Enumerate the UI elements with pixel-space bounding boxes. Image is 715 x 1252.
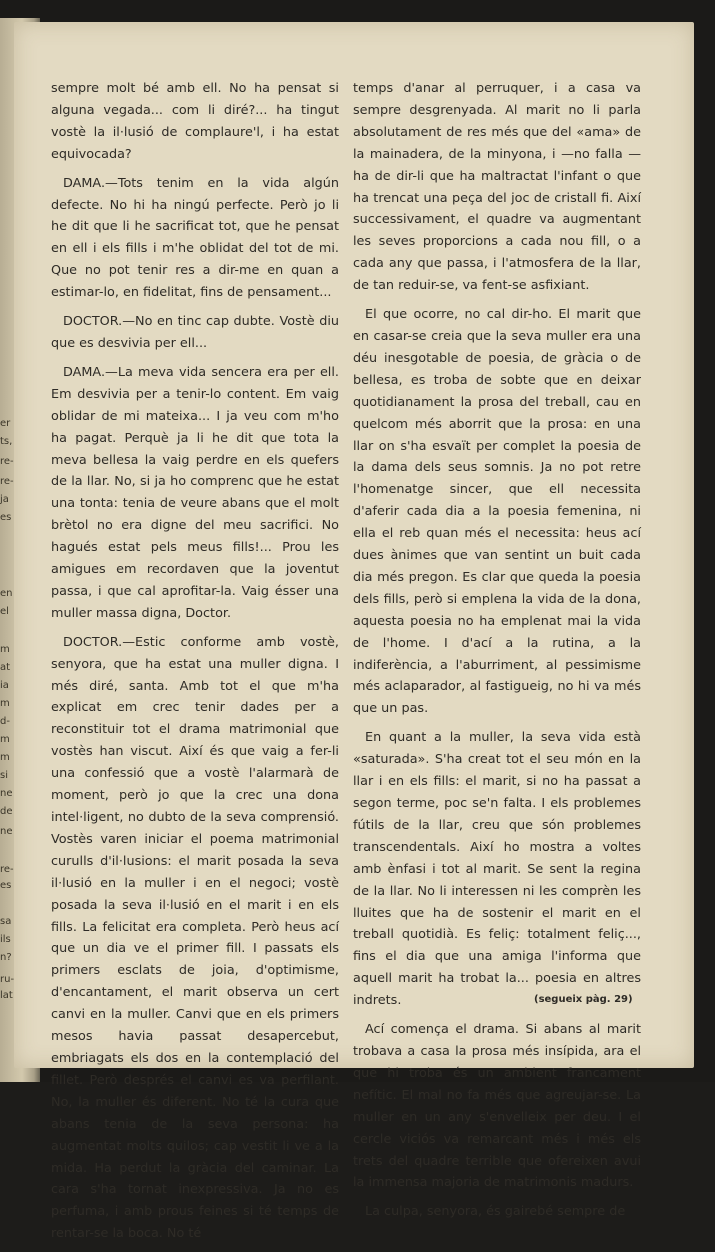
- paragraph: DOCTOR.—Estic conforme amb vostè, senyora, que ha estat una muller digna. I més diré, santa. Amb tot el que m'ha explicat em crec tenir dades per a reconstituir tot el drama matrimonial que vostès han viscut. Així és que vaig a fer-li una confessió que a vostè l'alarmarà de moment, però jo que la crec una dona intel·ligent, no dubto de la seva comprensió. Vostès varen iniciar el poema matrimonial curulls d'il·lusions: el marit posada la seva il·lusió en la muller i en el negoci; vostè posada la seva il·lusió en el marit i en els fills. La felicitat era completa. Però heus ací que un dia ve el primer fill. I passats els primers esclats de joia, d'optimisme, d'encantament, el marit observa un cert canvi en la muller. Canvi que en els primers mesos havia passat desapercebut, embriagats els dos en la contemplació del fillet. Però després el canvi es va perfilant. No, la muller és diferent. No té la cura que abans tenia de la seva persona: ha augmentat molts quilos; cap vestit li ve a la mida. Ha perdut la gràcia del caminar. La cara s'ha tornat inexpressiva. Ja no es perfuma, i amb prous feines si té temps de rentar-se la boca. No té: [51, 634, 339, 1242]
- prev-page-text-fragment: m: [0, 752, 10, 763]
- paragraph: DOCTOR.—No en tinc cap dubte. Vostè diu que es desvivia per ell...: [51, 314, 339, 351]
- prev-page-text-fragment: ia: [0, 680, 9, 691]
- paragraph: temps d'anar al perruquer, i a casa va sempre desgrenyada. Al marit no li parla absolutament de res més que del «ama» de la mainadera, de la minyona, i —no falla —ha de dir-li que ha maltractat l'infant o que ha trencat una peça del joc de cristall fi. Així successivament, el quadre va augmentant les seves proporcions a cada nou fill, o a cada any que passa, i l'atmosfera de la llar, de tan reduir-se, va fent-se asfixiant.: [353, 81, 641, 294]
- paragraph: En quant a la muller, la seva vida està «saturada». S'ha creat tot el seu món en la llar i en els fills: el marit, si no ha passat a segon terme, poc se'n falta. I els problemes fútils de la llar, creu que són problemes transcendentals. Així ho mostra a voltes amb ènfasi i tot al marit. Se sent la regina de la llar. No li interessen ni les comprèn les lluites que ha de sostenir el marit en el treball quotidià. Es feliç: totalment feliç..., fins el dia que una amiga l'informa que aquell marit ha trobat la... poesia en altres indrets.: [353, 730, 641, 1009]
- prev-page-text-fragment: m: [0, 734, 10, 745]
- prev-page-text-fragment: ts,: [0, 436, 13, 447]
- paragraph: DAMA.—Tots tenim en la vida algún defecte. No hi ha ningú perfecte. Però jo li he dit que li he sacrificat tot, que he pensat en ell i els fills i m'he oblidat del tot de mi. Que no pot tenir res a dir-me en quan a estimar-lo, en fidelitat, fins de pensament...: [51, 175, 339, 301]
- prev-page-text-fragment: at: [0, 662, 11, 673]
- text-column-right: [353, 78, 641, 1230]
- text-column-left: [51, 78, 339, 1252]
- prev-page-text-fragment: es: [0, 880, 12, 891]
- prev-page-text-fragment: ru-: [0, 974, 15, 985]
- prev-page-text-fragment: re-: [0, 456, 14, 467]
- prev-page-text-fragment: ils: [0, 934, 11, 945]
- prev-page-text-fragment: m: [0, 644, 10, 655]
- prev-page-text-fragment: en: [0, 588, 13, 599]
- prev-page-text-fragment: n?: [0, 952, 12, 963]
- prev-page-text-fragment: m: [0, 698, 10, 709]
- paragraph: DAMA.—La meva vida sencera era per ell. Em desvivia per a tenir-lo content. Em vaig oblidar de mi mateixa... I ja veu com m'ho ha pagat. Perquè ja li he dit que tota la meva bellesa la vaig perdre en els quefers de la llar. No, si ja ho comprenc que he estat una tonta: tenia de veure abans que el molt brètol no era digne del meu sacrifici. No hagués estat pels meus fills!... Prou les amigues em recordaven que la joventut passa, i que cal aprofitar-la. Vaig ésser una muller massa digna, Doctor.: [51, 364, 339, 621]
- magazine-page: [14, 22, 694, 1242]
- continuation-note: (segueix pàg. 29): [534, 994, 633, 1005]
- paragraph: Ací comença el drama. Si abans al marit trobava a casa la prosa més insípida, ara el que hi troba és un ambient francament nefític. El mal no fa més que agreujar-se. La muller en un any s'envelleix per deu. I el cercle viciós va remarcant més i més els trets del quadre terrible que ofereixen avui la immensa majoria de matrimonis madurs.: [353, 1022, 641, 1191]
- prev-page-text-fragment: re-: [0, 864, 14, 875]
- paragraph: La culpa, senyora, és gairebé sempre de: [365, 1204, 626, 1220]
- prev-page-text-fragment: lat: [0, 990, 13, 1001]
- prev-page-text-fragment: es: [0, 512, 12, 523]
- prev-page-text-fragment: sa: [0, 916, 12, 927]
- prev-page-text-fragment: re-: [0, 476, 14, 487]
- prev-page-text-fragment: si: [0, 770, 8, 781]
- paragraph: sempre molt bé amb ell. No ha pensat si alguna vegada... com li diré?... ha tingut vostè la il·lusió de complaure'l, i ha estat equivocada?: [51, 81, 339, 162]
- prev-page-text-fragment: el: [0, 606, 9, 617]
- prev-page-text-fragment: d-: [0, 716, 10, 727]
- prev-page-text-fragment: de: [0, 806, 13, 817]
- prev-page-text-fragment: ja: [0, 494, 9, 505]
- prev-page-text-fragment: er: [0, 418, 11, 429]
- prev-page-text-fragment: ne: [0, 788, 13, 799]
- prev-page-text-fragment: ne: [0, 826, 13, 837]
- paragraph: El que ocorre, no cal dir-ho. El marit que en casar-se creia que la seva muller era una déu inesgotable de poesia, de gràcia o de bellesa, es troba de sobte que en deixar quotidianament la prosa del treball, cau en quelcom més aborrit que la prosa: en una llar on s'ha esvaït per complet la poesia de la dama dels seus somnis. Ja no pot retre l'homenatge sincer, que ell necessita d'aferir cada dia a la poesia femenina, ni ella el reb quan més el necessita: heus ací dues ànimes que van sentint un buit cada dia més pregon. Es clar que queda la poesia dels fills, però si emplena la vida de la dona, aquesta poesia no ha emplenat mai la vida de l'home. I d'ací a la rutina, a la indiferència, a l'aburriment, al pessimisme més aclaparador, al fastigueig, no hi va més que un pas.: [353, 307, 641, 717]
